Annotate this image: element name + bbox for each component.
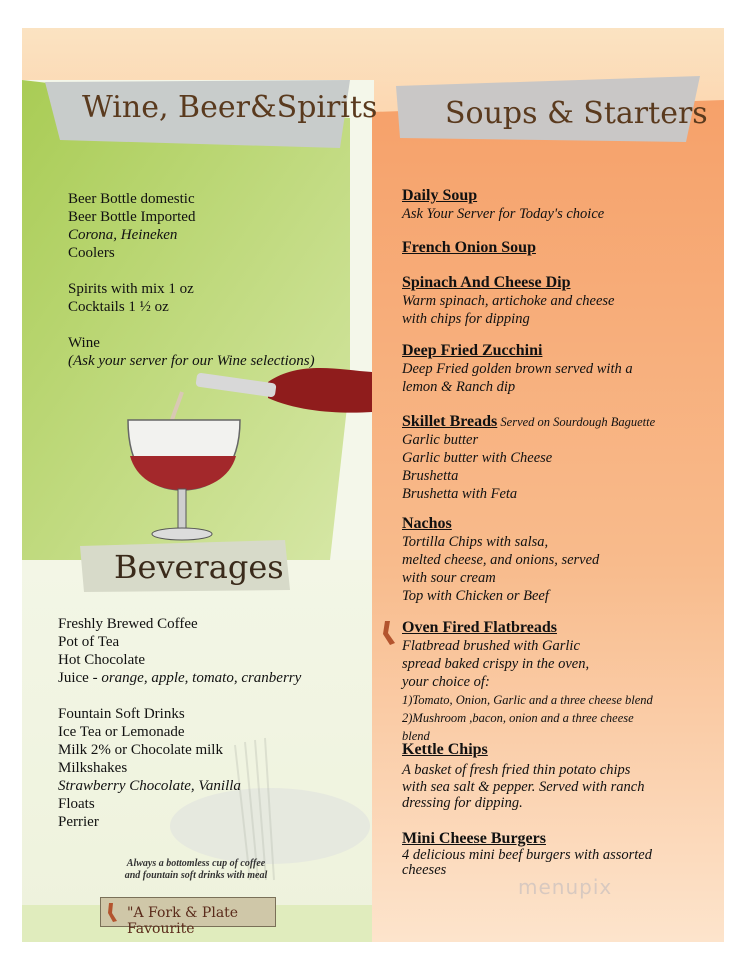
beverage-list-item [58, 795, 301, 813]
wine-list-item: Beer Bottle Imported [68, 209, 196, 225]
beverage-name: Pot of Tea [58, 634, 120, 650]
beverage-name: Ice Tea or Lemonade [58, 724, 185, 740]
beverage-list-item [58, 759, 301, 777]
starter-title: Mini Cheese Burgers [402, 830, 546, 847]
starter-description: cheeses [402, 862, 447, 878]
beverage-list-item [58, 741, 301, 759]
favourite-label: "A Fork & Plate Favourite [127, 905, 239, 937]
beverage-name: Floats [58, 796, 95, 812]
fork-plate-icon [107, 903, 119, 922]
starter-title: Spinach And Cheese Dip [402, 274, 571, 291]
starter-item [402, 740, 644, 812]
beverage-list-item [58, 651, 301, 669]
beverage-name: Perrier [58, 814, 99, 830]
wine-list-item: Corona, Heineken [68, 227, 178, 243]
beverage-name: Milk 2% or Chocolate milk [58, 742, 223, 758]
note-line-1: Always a bottomless cup of coffee [126, 858, 266, 869]
starter-title: Deep Fried Zucchini [402, 342, 543, 359]
wine-list-item: Wine [68, 335, 100, 351]
starter-description: your choice of: [402, 674, 490, 690]
starter-item [402, 514, 599, 605]
starter-item [402, 829, 652, 878]
starter-description: with sour cream [402, 570, 496, 586]
starter-item [402, 341, 633, 396]
menupix-watermark: menupix [518, 875, 613, 899]
starter-description: Garlic butter with Cheese [402, 450, 553, 466]
starter-title: Nachos [402, 515, 452, 532]
beverage-list-item [58, 705, 301, 723]
starter-item [402, 186, 604, 223]
wine-list-item: Beer Bottle domestic [68, 191, 195, 207]
wine-list-item: Coolers [68, 245, 115, 261]
wine-beer-spirits-header: Wine, Beer&Spirits [82, 90, 378, 125]
starter-title: Kettle Chips [402, 741, 488, 758]
beverage-list-item [58, 615, 301, 633]
beverage-list-item [58, 723, 301, 741]
wine-list-item: Spirits with mix 1 oz [68, 281, 194, 297]
beverage-name: Hot Chocolate [58, 652, 146, 668]
starter-title: Skillet Breads [402, 413, 498, 430]
starter-description: Deep Fried golden brown served with a [402, 361, 633, 377]
starter-subtitle: Served on Sourdough Baguette [497, 415, 656, 429]
starter-title: Oven Fired Flatbreads [402, 619, 557, 636]
beverage-list-item [58, 669, 301, 687]
starter-description: dressing for dipping. [402, 795, 523, 811]
starter-item [402, 238, 536, 257]
starter-description: Flatbread brushed with Garlic [402, 638, 580, 654]
starter-description: melted cheese, and onions, served [402, 552, 600, 568]
beverage-list-item [58, 813, 301, 831]
fork-plate-favourite-badge [100, 897, 276, 937]
wine-list-item: (Ask your server for our Wine selections) [68, 353, 315, 369]
starter-description: 4 delicious mini beef burgers with assorted [402, 847, 652, 863]
starter-option: 2)Mushroom ,bacon, onion and a three cheese [402, 711, 634, 725]
starter-description: with sea salt & pepper. Served with ranch [402, 778, 645, 795]
soups-starters-header: Soups & Starters [445, 96, 708, 131]
starter-description: with chips for dipping [402, 311, 530, 327]
wine-beer-spirits-list [68, 190, 315, 370]
beverage-name: Fountain Soft Drinks [58, 706, 185, 722]
wine-list-item [68, 262, 315, 280]
fork-plate-favourite-icon [382, 621, 396, 645]
beverages-header: Beverages [114, 548, 284, 586]
beverage-name: Juice - [58, 670, 102, 686]
starter-description: Brushetta [402, 468, 459, 484]
starter-description: Top with Chicken or Beef [402, 588, 549, 604]
beverage-name: Milkshakes [58, 760, 128, 776]
beverage-options: Strawberry Chocolate, Vanilla [58, 778, 241, 794]
beverage-name: Freshly Brewed Coffee [58, 616, 198, 632]
beverages-list [58, 615, 301, 831]
starter-description: Brushetta with Feta [402, 486, 518, 502]
starter-title: Daily Soup [402, 187, 478, 204]
beverage-list-item [58, 777, 301, 795]
note-line-2: and fountain soft drinks with meal [124, 870, 268, 881]
starter-item [402, 273, 615, 328]
starter-description: Ask Your Server for Today's choice [402, 206, 605, 222]
beverage-list-item [58, 633, 301, 651]
starter-item [402, 412, 655, 503]
bottomless-coffee-note [106, 858, 286, 882]
starter-description: Tortilla Chips with salsa, [402, 534, 549, 550]
beverage-list-item [58, 687, 301, 705]
wine-list-item: Cocktails 1 ½ oz [68, 299, 169, 315]
starter-option: blend [402, 729, 430, 743]
starter-description: lemon & Ranch dip [402, 379, 516, 395]
starter-title: French Onion Soup [402, 239, 536, 256]
starter-description: A basket of fresh fried thin potato chips [402, 762, 631, 778]
starter-item [402, 618, 653, 745]
starter-option: 1)Tomato, Onion, Garlic and a three cheese blend [402, 693, 653, 707]
starter-description: Warm spinach, artichoke and cheese [402, 293, 615, 309]
starter-description: spread baked crispy in the oven, [402, 656, 590, 672]
beverage-options: orange, apple, tomato, cranberry [101, 670, 302, 686]
starter-description: Garlic butter [402, 432, 479, 448]
wine-list-item [68, 316, 315, 334]
